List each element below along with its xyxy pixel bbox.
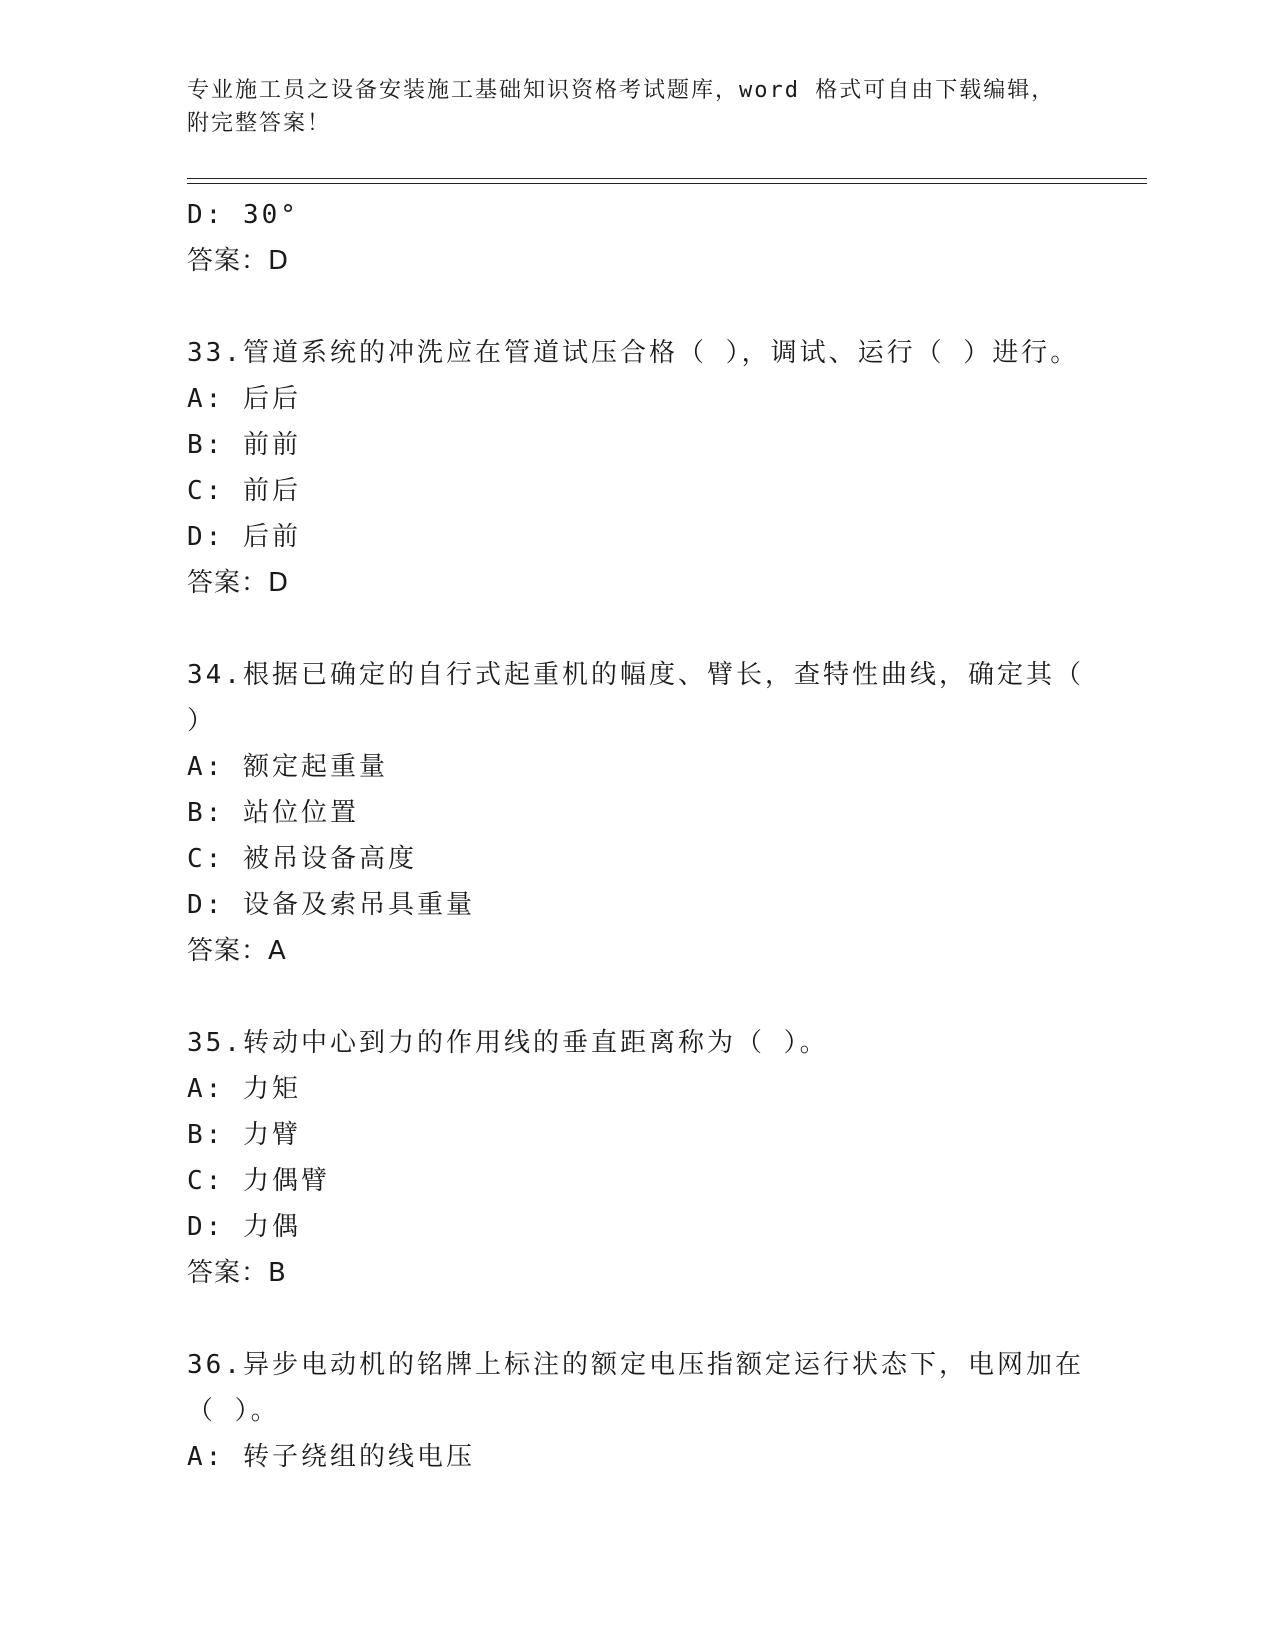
- option-a: A: 后后: [187, 384, 301, 414]
- option-b: B: 前前: [187, 430, 301, 460]
- header-line-1: 专业施工员之设备安装施工基础知识资格考试题库，word 格式可自由下载编辑，: [187, 78, 1056, 103]
- option-b: B: 站位位置: [187, 798, 359, 828]
- option-c: C: 被吊设备高度: [187, 844, 417, 874]
- question-34: [187, 652, 1087, 974]
- option-c: C: 力偶臂: [187, 1166, 330, 1196]
- question-stem: 36.异步电动机的铭牌上标注的额定电压指额定运行状态下，电网加在: [187, 1350, 1084, 1380]
- question-stem-continued: ）: [187, 706, 217, 736]
- header-line-2: 附完整答案！: [187, 111, 332, 136]
- question-list: [187, 192, 1087, 1480]
- answer-line: 答案：A: [187, 936, 287, 966]
- question-stem: 34.根据已确定的自行式起重机的幅度、臂长，查特性曲线，确定其（: [187, 660, 1084, 690]
- question-35: [187, 1020, 1087, 1296]
- answer-line: 答案：B: [187, 1258, 287, 1288]
- option-c: C: 前后: [187, 476, 301, 506]
- question-33: [187, 330, 1087, 606]
- option-d: D: 力偶: [187, 1212, 301, 1242]
- header-divider-bottom: [187, 183, 1147, 184]
- header-divider-top: [187, 178, 1147, 179]
- option-b: B: 力臂: [187, 1120, 301, 1150]
- question-stem: 35.转动中心到力的作用线的垂直距离称为（ ）。: [187, 1028, 829, 1058]
- question-stem-continued: （ ）。: [187, 1396, 280, 1426]
- option-d: D: 后前: [187, 522, 301, 552]
- option-a: A: 转子绕组的线电压: [187, 1442, 475, 1472]
- fragment-answer: 答案：D: [187, 246, 290, 276]
- answer-line: 答案：D: [187, 568, 290, 598]
- option-a: A: 额定起重量: [187, 752, 388, 782]
- fragment-option-d: D: 30°: [187, 200, 299, 230]
- option-d: D: 设备及索吊具重量: [187, 890, 475, 920]
- question-36: [187, 1342, 1087, 1480]
- option-a: A: 力矩: [187, 1074, 301, 1104]
- question-stem: 33.管道系统的冲洗应在管道试压合格（ ），调试、运行（ ）进行。: [187, 338, 1080, 368]
- page-header: [187, 74, 1087, 140]
